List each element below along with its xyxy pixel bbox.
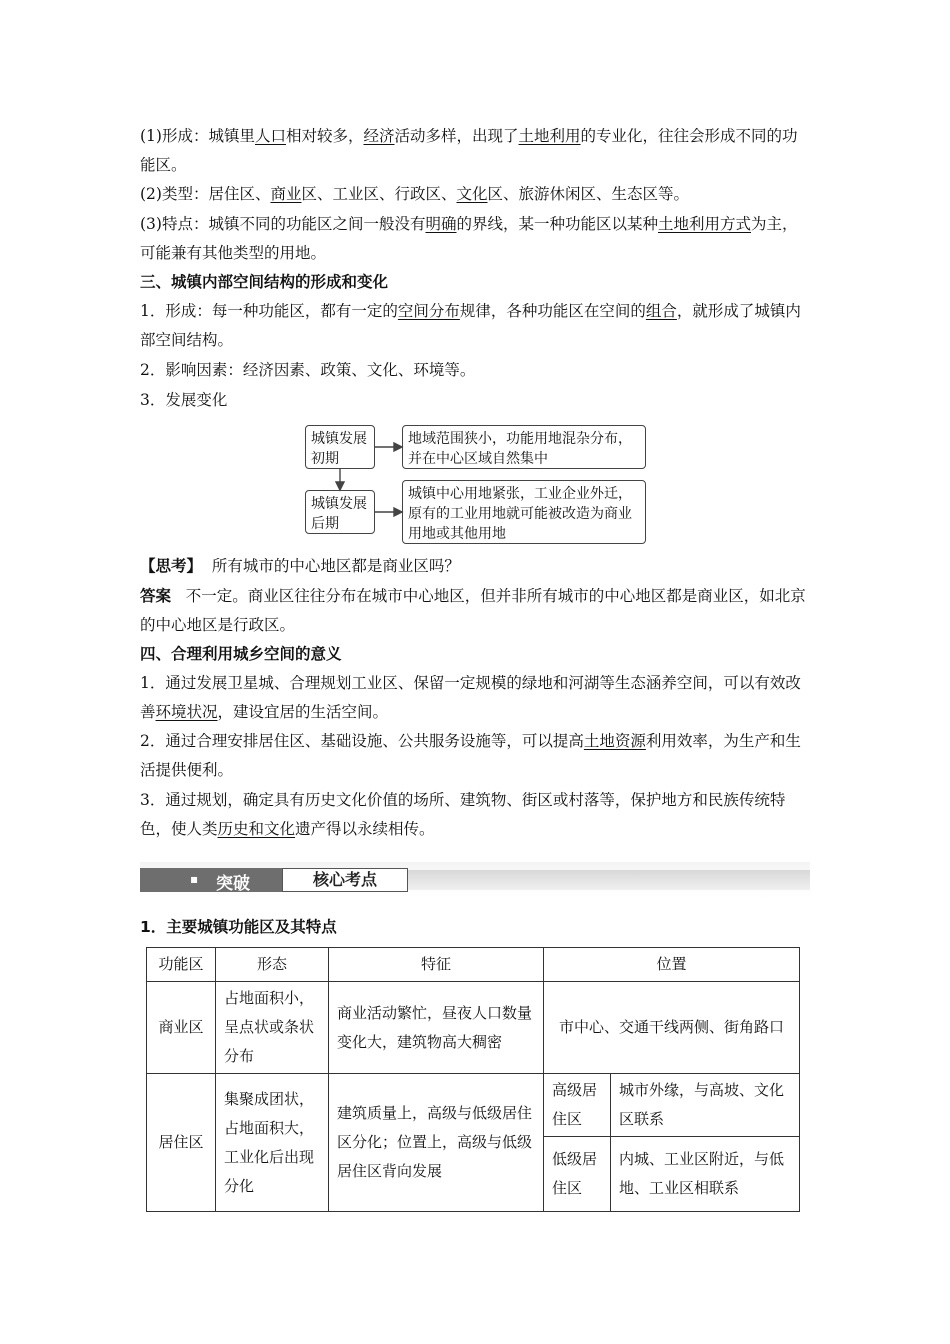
cell-residential-form: 集聚成团状，占地面积大，工业化后出现分化	[216, 1074, 329, 1212]
paragraph-features: (3)特点：城镇不同的功能区之间一般没有明确的界线，某一种功能区以某种土地利用方式为主，可能兼有其他类型的用地。	[140, 215, 798, 262]
table-title: 1．主要城镇功能区及其特点	[140, 918, 337, 936]
cell-residential-name: 居住区	[147, 1074, 216, 1212]
paragraph-significance-1: 1．通过发展卫星城、合理规划工业区、保留一定规模的绿地和河湖等生态涵养空间，可以有效改善环境状况，建设宜居的生活空间。	[140, 674, 801, 721]
paragraph-structure-formation: 1．形成：每一种功能区，都有一定的空间分布规律，各种功能区在空间的组合，就形成了城镇内部空间结构。	[140, 302, 801, 349]
header-location: 位置	[544, 948, 800, 982]
cell-high-residential: 高级居住区	[544, 1074, 611, 1137]
header-form: 形态	[216, 948, 329, 982]
paragraph-significance-2: 2．通过合理安排居住区、基础设施、公共服务设施等，可以提高土地资源利用效率，为生产和生活提供便利。	[140, 732, 801, 779]
cell-commercial-name: 商业区	[147, 982, 216, 1074]
flow-early-label: 城镇发展初期	[305, 425, 375, 469]
cell-commercial-feature: 商业活动繁忙，昼夜人口数量变化大，建筑物高大稠密	[329, 982, 544, 1074]
cell-residential-feature: 建筑质量上，高级与低级居住区分化；位置上，高级与低级居住区背向发展	[329, 1074, 544, 1212]
think-answer: 答案 不一定。商业区往往分布在城市中心地区，但并非所有城市的中心地区都是商业区，如北京的中心地区是行政区。	[140, 587, 806, 634]
cell-low-residential: 低级居住区	[544, 1137, 611, 1212]
function-zone-table	[146, 947, 800, 1212]
flow-late-desc: 城镇中心用地紧张，工业企业外迁，原有的工业用地就可能被改造为商业用地或其他用地	[402, 480, 646, 544]
flow-early-desc: 地域范围狭小，功能用地混杂分布，并在中心区域自然集中	[402, 425, 646, 469]
header-feature: 特征	[329, 948, 544, 982]
paragraph-significance-3: 3．通过规划，确定具有历史文化价值的场所、建筑物、街区或村落等，保护地方和民族传统特色，使人类历史和文化遗产得以永续相传。	[140, 791, 786, 838]
flow-late-label: 城镇发展后期	[305, 490, 375, 534]
section-heading-3: 三、城镇内部空间结构的形成和变化	[140, 273, 389, 291]
arrow-right-2	[394, 508, 402, 516]
paragraph-development: 3．发展变化	[140, 391, 228, 409]
banner-left	[140, 868, 282, 892]
paragraph-factors: 2．影响因素：经济因素、政策、文化、环境等。	[140, 361, 476, 379]
arrow-right-1	[394, 443, 402, 451]
banner-left-text: 突破	[216, 874, 250, 894]
cell-commercial-location: 市中心、交通干线两侧、街角路口	[544, 982, 800, 1074]
cell-high-location: 城市外缘，与高坡、文化区联系	[611, 1074, 800, 1137]
flow-arrows	[0, 0, 950, 600]
table-header-row	[147, 948, 800, 982]
section-heading-4: 四、合理利用城乡空间的意义	[140, 645, 342, 663]
header-zone: 功能区	[147, 948, 216, 982]
paragraph-types: (2)类型：居住区、商业区、工业区、行政区、文化区、旅游休闲区、生态区等。	[140, 185, 690, 203]
cell-commercial-form: 占地面积小，呈点状或条状分布	[216, 982, 329, 1074]
section-banner	[140, 862, 810, 898]
banner-bullet-icon: ▪	[190, 872, 199, 886]
table-row	[147, 982, 800, 1074]
paragraph-formation: (1)形成：城镇里人口相对较多，经济活动多样，出现了土地利用的专业化，往往会形成不同的功能区。	[140, 127, 798, 174]
table-row	[147, 1074, 800, 1137]
arrow-down	[336, 482, 344, 490]
cell-low-location: 内城、工业区附近，与低地、工业区相联系	[611, 1137, 800, 1212]
banner-right-text: 核心考点	[282, 868, 408, 892]
think-question: 【思考】 所有城市的中心地区都是商业区吗？	[140, 557, 460, 575]
